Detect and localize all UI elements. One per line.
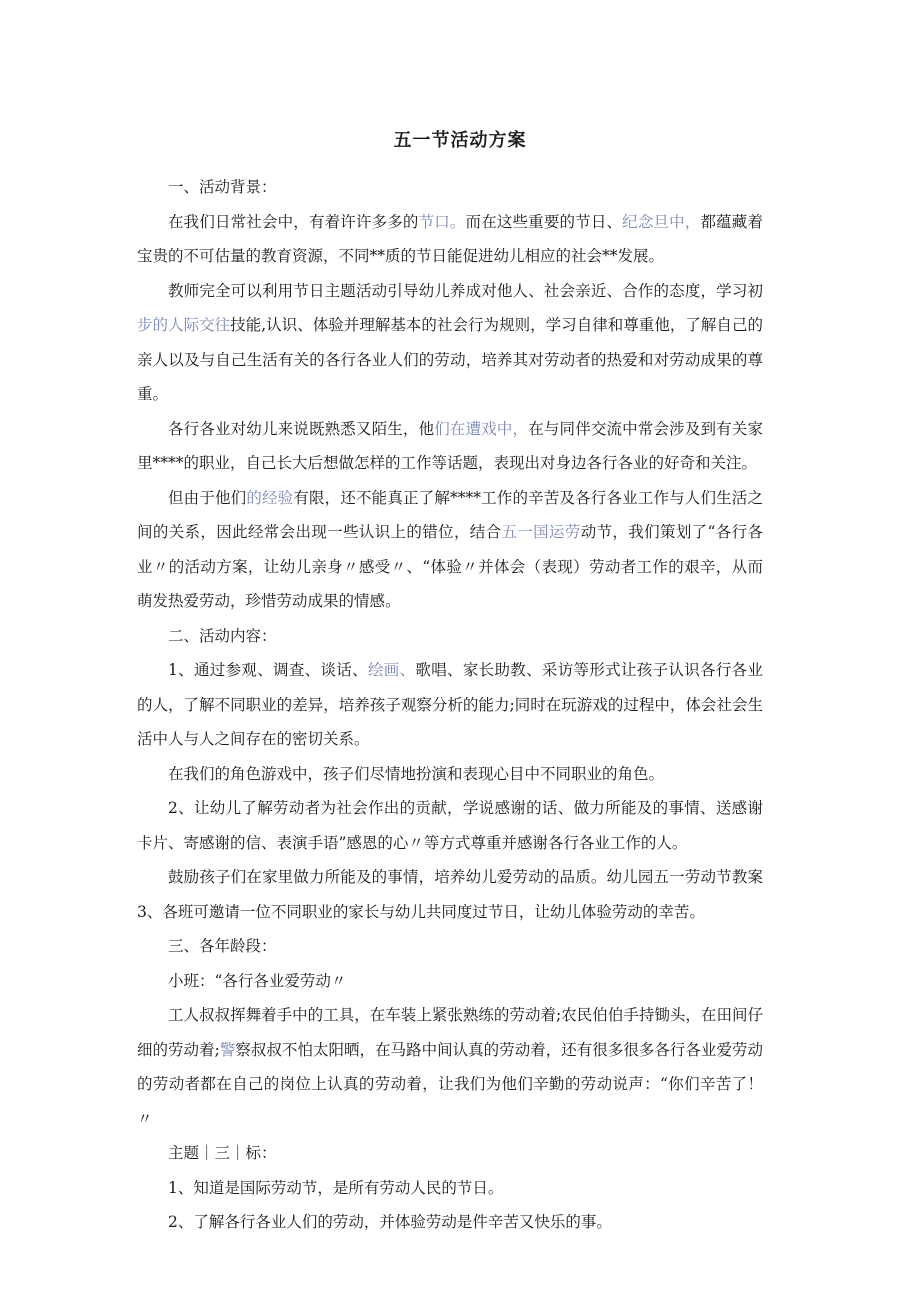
paragraph [137,757,763,792]
paragraph-text: 在与同伴交流中常会涉及到有关家里****的职业，自己长大后想做怎样的工作等话题，表现出对身边各行各业的好奇和关注。 [137,419,763,472]
paragraph-text: 1、知道是国际劳动节，是所有劳动人民的节日。 [168,1178,504,1197]
paragraph [137,274,763,412]
paragraph-text: 2、让幼儿了解劳动者为社会作出的贡献，学说感谢的话、做力所能及的事情、送感谢卡片、寄感谢的信、表演手语”感恩的心〃等方式尊重并感谢各行各业工作的人。 [137,799,763,852]
hyperlink-text[interactable]: 们在遭戏中， [434,419,529,438]
paragraph-text: 1、通过参观、调查、谈话、 [168,661,368,679]
paragraph [137,791,763,860]
paragraph [137,860,763,929]
hyperlink-text[interactable]: 绘画、 [367,661,416,679]
paragraph [137,998,763,1136]
paragraph-text: 有限，还不能真正了解****工作的辛苦及各行各业工作与人们生活之间的关系，因此经常会出现一些认识上的错位，结合 [137,488,763,541]
paragraph-text: 一、活动背景： [168,178,277,196]
paragraph-text: 而在这些重要的节日、 [465,212,623,231]
paragraph-text: 二、活动内容： [168,626,277,645]
paragraph [137,964,763,999]
paragraph-text: 各行各业对幼儿来说既熟悉又陌生，他 [168,419,435,438]
paragraph-text: 察叔叔不怕太阳晒，在马路中间认真的劳动着，还有很多很多各行各业爱劳动的劳动者都在自己的岗位上认真的劳动着，让我们为他们辛勤的劳动说声：“你们辛苦了！〃 [137,1040,763,1128]
paragraph-text: 鼓励孩子们在家里做力所能及的事情，培养幼儿爱劳动的品质。幼儿园五一劳动节教案3、各班可邀请一位不同职业的家长与幼儿共同度过节日，让幼儿体验劳动的幸苦。 [137,868,763,921]
paragraph-text: 工人叔叔挥舞着手中的工具，在车装上紧张熟练的劳动着;农民伯伯手持锄头，在田间仔细的劳动着; [137,1006,763,1059]
paragraph [137,929,763,964]
hyperlink-text[interactable]: 步的 [137,316,169,334]
hyperlink-text[interactable]: 五一国运劳 [501,523,581,541]
paragraph-text: 主题｜三｜标： [168,1144,277,1162]
hyperlink-text[interactable]: 纪念旦中， [622,212,701,231]
paragraph-text: 但由于他们 [168,488,247,507]
paragraph-text: 三、各年龄段： [168,937,277,955]
paragraph [137,653,763,757]
paragraph [137,1205,763,1240]
paragraph-text: 歌唱、家长助教、采访等形式让孩子认识各行各业的人，了解不同职业的差异，培养孩子观察分析的能力;同时在玩游戏的过程中，体会社会生活中人与人之间存在的密切关系。 [137,661,763,748]
paragraph-text: 教师完全可以利用节日主题活动引导幼儿养成对他人、社会亲近、合作的态度，学习初 [168,281,763,300]
page-title: 五一节活动方案 [393,130,527,151]
hyperlink-text[interactable]: 警 [219,1040,236,1059]
hyperlink-text[interactable]: 的经验 [246,488,294,507]
paragraph-text: 2、了解各行各业人们的劳动，并体验劳动是件辛苦又快乐的事。 [168,1213,612,1231]
paragraph [137,619,763,654]
paragraph-text: 动节，我们策划了“各行各业〃的活动方案，让幼儿亲身〃感受〃、“体验〃并体会（表现）劳动者工作的艰辛，从而萌发热爱劳动，珍惜劳动成果的情感。 [137,523,763,610]
paragraph-text: 都蕴藏着宝贵的不可估量的教育资源，不同**质的节日能促进幼儿相应的社会**发展。 [137,212,763,265]
paragraph-text: 小班：“各行各业爱劳动〃 [168,971,347,990]
paragraph [137,1171,763,1206]
paragraph [137,205,763,274]
paragraph [137,1136,763,1171]
hyperlink-text[interactable]: 人际交往 [168,316,231,334]
document-body [137,170,763,1240]
paragraph-text: 在我们的角色游戏中，孩子们尽情地扮演和表现心目中不同职业的角色。 [168,764,665,783]
paragraph-text: 在我们日常社会中，有着许许多多的 [168,212,419,231]
paragraph [137,412,763,481]
paragraph [137,170,763,205]
paragraph [137,481,763,619]
paragraph-text: 技能,认识、体验并理解基本的社会行为规则，学习自律和尊重他，了解自己的亲人以及与自己生活有关的各行各业人们的劳动，培养其对劳动者的热爱和对劳动成果的尊重。 [137,316,763,403]
hyperlink-text[interactable]: 节口。 [418,212,466,231]
